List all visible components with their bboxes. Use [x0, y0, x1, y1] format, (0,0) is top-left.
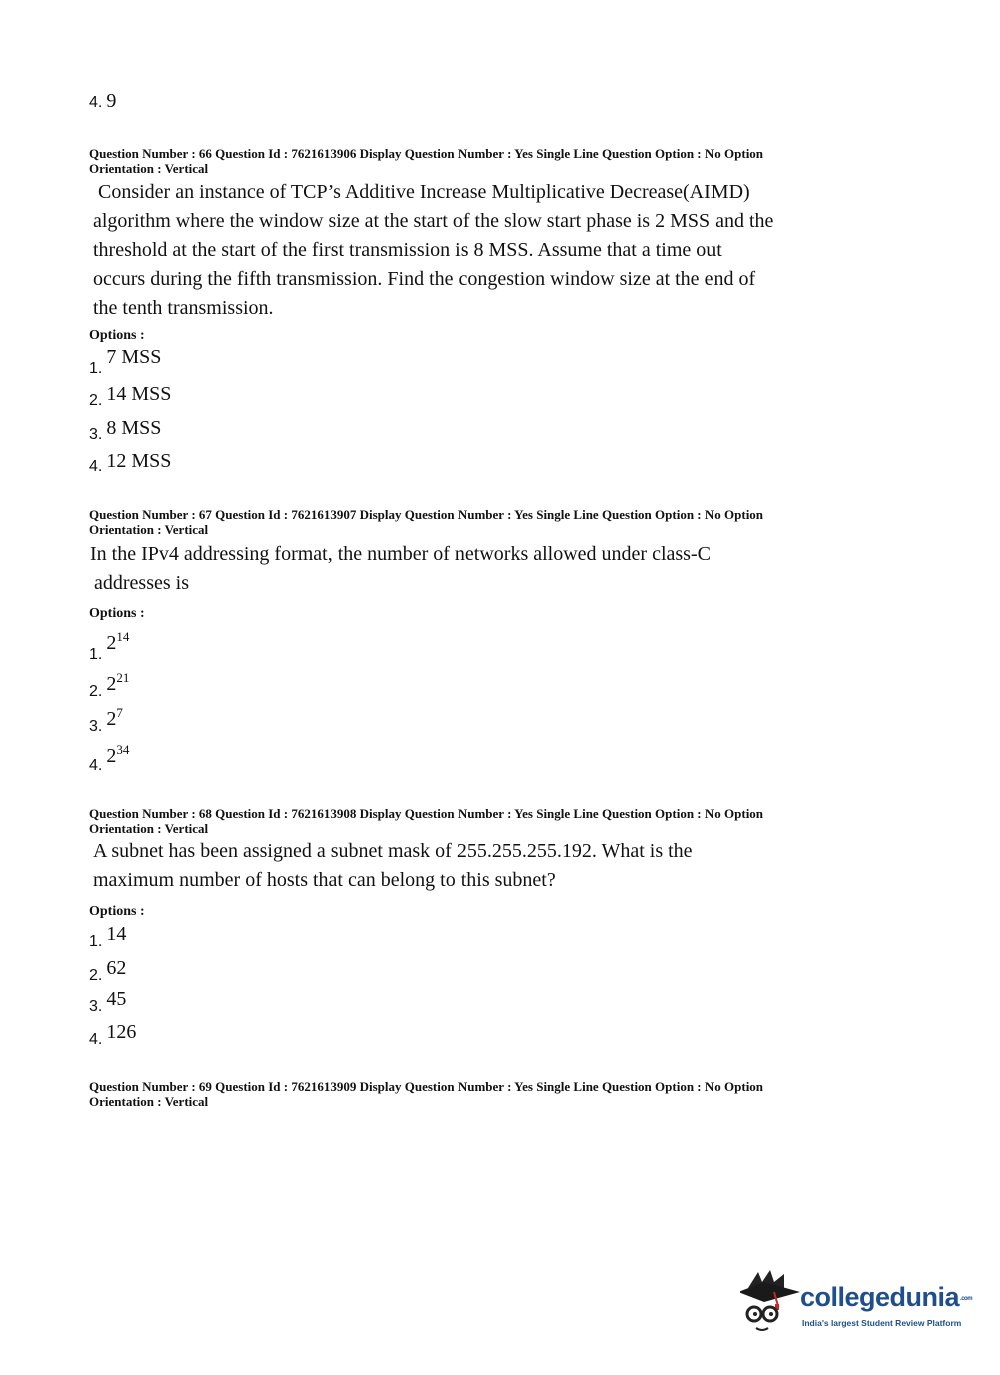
q68-option-2[interactable]	[89, 957, 127, 984]
q66-options-label: Options :	[89, 328, 145, 343]
power-base: 2	[106, 745, 117, 767]
option-value: 7 MSS	[106, 346, 162, 368]
option-value	[106, 629, 130, 654]
option-value: 9	[106, 90, 117, 112]
question-text-line: algorithm where the window size at the start of the slow start phase is 2 MSS and the	[93, 210, 774, 232]
question-meta-line: Orientation : Vertical	[89, 522, 209, 537]
power-exponent: 14	[116, 629, 130, 644]
question-text-line: addresses is	[94, 572, 189, 594]
option-number: 2.	[89, 392, 103, 409]
option-value: 14	[106, 923, 127, 945]
option-value: 14 MSS	[106, 383, 172, 405]
brand-tagline: India's largest Student Review Platform	[802, 1318, 962, 1328]
question-meta-line: Orientation : Vertical	[89, 161, 209, 176]
q68-question-text	[93, 837, 873, 895]
question-text-line: threshold at the start of the first transmission is 8 MSS. Assume that a time out	[93, 239, 722, 261]
question-meta-line: Question Number : 66 Question Id : 7621613906 Display Question Number : Yes Single Line Question Option : No Option	[89, 146, 764, 161]
option-number: 4.	[89, 1031, 103, 1048]
brand-name: collegedunia.com	[800, 1282, 973, 1312]
option-number: 3.	[89, 718, 103, 735]
question-text-line: maximum number of hosts that can belong to this subnet?	[93, 869, 556, 891]
question-meta-line: Orientation : Vertical	[89, 821, 209, 836]
power-base: 2	[106, 673, 117, 695]
question-text-line: A subnet has been assigned a subnet mask of 255.255.255.192. What is the	[93, 840, 693, 862]
option-number: 3.	[89, 426, 103, 443]
power-exponent: 34	[116, 742, 130, 757]
power-exponent: 7	[116, 705, 123, 720]
q68-option-4[interactable]	[89, 1021, 137, 1048]
option-value: 126	[106, 1021, 137, 1043]
option-value: 62	[106, 957, 127, 979]
brand-suffix: .com	[960, 1295, 973, 1302]
power-base: 2	[106, 632, 117, 654]
option-number: 1.	[89, 933, 103, 950]
option-value	[106, 670, 130, 695]
collegedunia-logo[interactable]	[740, 1268, 980, 1343]
q67-meta	[89, 507, 869, 537]
option-value: 12 MSS	[106, 450, 172, 472]
q66-option-1[interactable]	[89, 346, 162, 377]
option-number: 2.	[89, 683, 103, 700]
q66-option-3[interactable]	[89, 417, 162, 443]
power-exponent: 21	[116, 670, 130, 685]
question-meta-line: Question Number : 69 Question Id : 7621613909 Display Question Number : Yes Single Line Question Option : No Option	[89, 1079, 764, 1094]
q66-question-text	[93, 178, 873, 323]
option-value	[106, 705, 123, 730]
q68-meta	[89, 806, 869, 836]
option-number: 1.	[89, 360, 103, 377]
q68-option-3[interactable]	[89, 988, 127, 1015]
q67-option-1[interactable]	[89, 629, 130, 663]
option-value: 8 MSS	[106, 417, 162, 439]
question-text-line: the tenth transmission.	[93, 297, 274, 319]
q67-question-text	[90, 540, 870, 598]
q69-meta	[89, 1079, 869, 1109]
q67-options-label: Options :	[89, 606, 145, 621]
question-meta-line: Question Number : 67 Question Id : 7621613907 Display Question Number : Yes Single Line Question Option : No Option	[89, 507, 764, 522]
option-value	[106, 742, 130, 767]
option-number: 1.	[89, 646, 103, 663]
option-number: 4.	[89, 757, 103, 774]
question-meta-line: Question Number : 68 Question Id : 7621613908 Display Question Number : Yes Single Line Question Option : No Option	[89, 806, 764, 821]
question-meta-line: Orientation : Vertical	[89, 1094, 209, 1109]
option-number: 3.	[89, 998, 103, 1015]
question-text-line: Consider an instance of TCP’s Additive Increase Multiplicative Decrease(AIMD)	[98, 181, 750, 203]
q68-option-1[interactable]	[89, 923, 127, 950]
q68-options-label: Options :	[89, 904, 145, 919]
option-value: 45	[106, 988, 127, 1010]
q67-option-4[interactable]	[89, 742, 130, 774]
q67-option-3[interactable]	[89, 705, 123, 735]
option-number: 2.	[89, 967, 103, 984]
q66-option-2[interactable]	[89, 383, 172, 409]
option-number: 4.	[89, 458, 103, 475]
mascot-icon	[740, 1268, 800, 1340]
question-text-line: occurs during the fifth transmission. Find the congestion window size at the end of	[93, 268, 756, 290]
q67-option-2[interactable]	[89, 670, 130, 700]
question-text-line: In the IPv4 addressing format, the number of networks allowed under class-C	[90, 543, 711, 565]
option-number: 4.	[89, 94, 103, 111]
power-base: 2	[106, 708, 117, 730]
q66-option-4[interactable]	[89, 450, 171, 473]
prev-option-4	[89, 90, 116, 113]
q66-meta	[89, 146, 869, 176]
